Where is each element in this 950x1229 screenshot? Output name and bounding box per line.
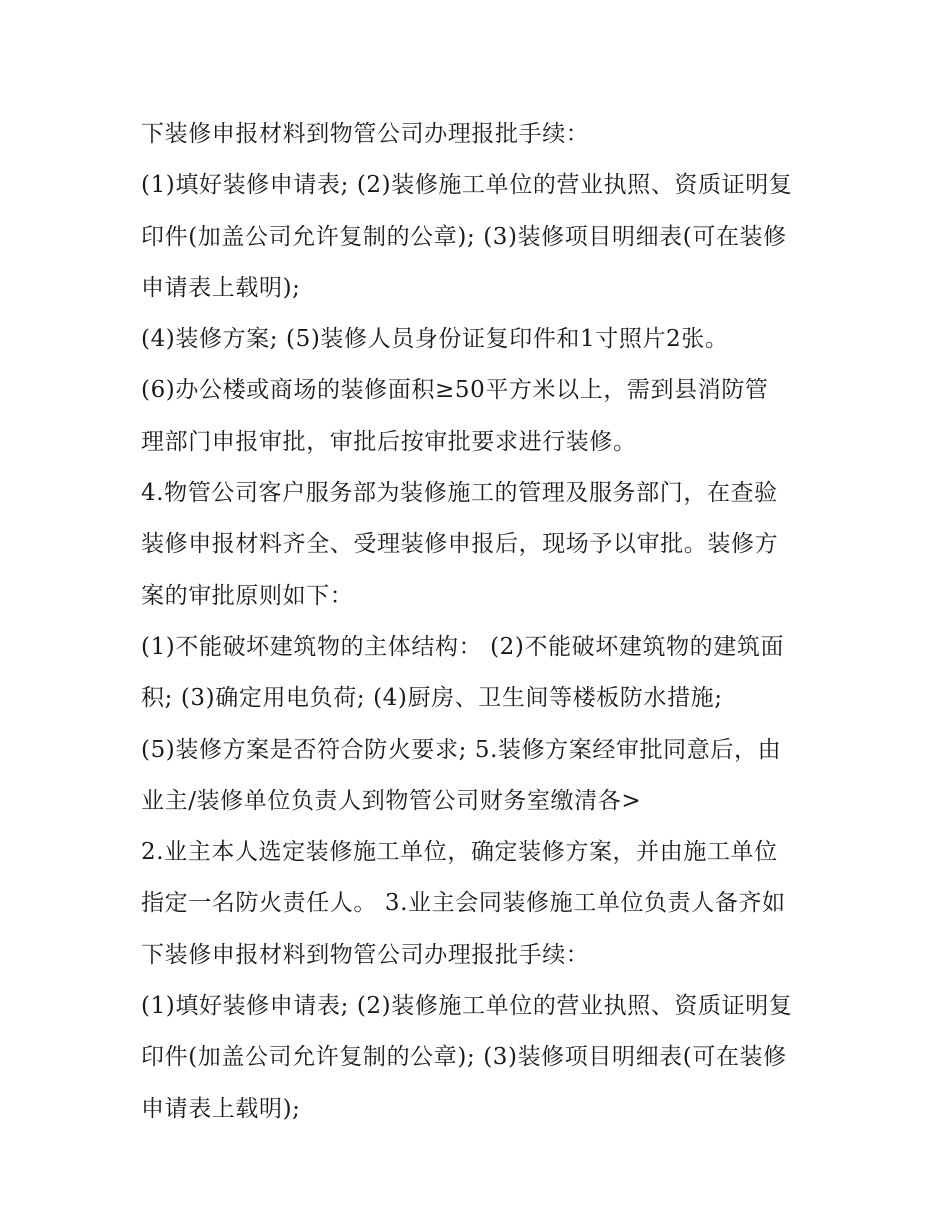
- text-line: 下装修申报材料到物管公司办理报批手续：: [141, 121, 590, 147]
- text-line: 下装修申报材料到物管公司办理报批手续：: [141, 941, 590, 968]
- text-line: 申请表上载明);: [141, 1095, 301, 1122]
- text-line: 装修申报材料齐全、受理装修申报后，现场予以审批。装修方: [141, 531, 779, 558]
- text-line: 申请表上载明);: [141, 274, 301, 301]
- text-line: 2.业主本人选定装修施工单位，确定装修方案，并由施工单位: [141, 839, 778, 866]
- text-line: (1)填好装修申请表; (2)装修施工单位的营业执照、资质证明复: [141, 172, 793, 199]
- text-line: (1)不能破坏建筑物的主体结构： (2)不能破坏建筑物的建筑面: [141, 633, 785, 660]
- text-line: 业主/装修单位负责人到物管公司财务室缴清各>: [141, 787, 642, 814]
- text-line: 积; (3)确定用电负荷; (4)厨房、卫生间等楼板防水措施;: [141, 685, 723, 712]
- document-body: [141, 109, 821, 1135]
- text-line: 理部门申报审批，审批后按审批要求进行装修。: [141, 428, 637, 455]
- text-line: (6)办公楼或商场的装修面积≥50平方米以上，需到县消防管: [141, 377, 769, 404]
- text-line: (1)填好装修申请表; (2)装修施工单位的营业执照、资质证明复: [141, 993, 793, 1020]
- text-line: (5)装修方案是否符合防火要求; 5.装修方案经审批同意后，由: [141, 736, 782, 763]
- text-line: 指定一名防火责任人。 3.业主会同装修施工单位负责人备齐如: [141, 890, 786, 917]
- text-line: 印件(加盖公司允许复制的公章); (3)装修项目明细表(可在装修: [141, 223, 787, 250]
- text-line: 案的审批原则如下：: [141, 582, 354, 609]
- text-line: 印件(加盖公司允许复制的公章); (3)装修项目明细表(可在装修: [141, 1044, 787, 1071]
- text-line: (4)装修方案; (5)装修人员身份证复印件和1寸照片2张。: [141, 326, 729, 353]
- text-line: 4.物管公司客户服务部为装修施工的管理及服务部门，在查验: [141, 480, 778, 507]
